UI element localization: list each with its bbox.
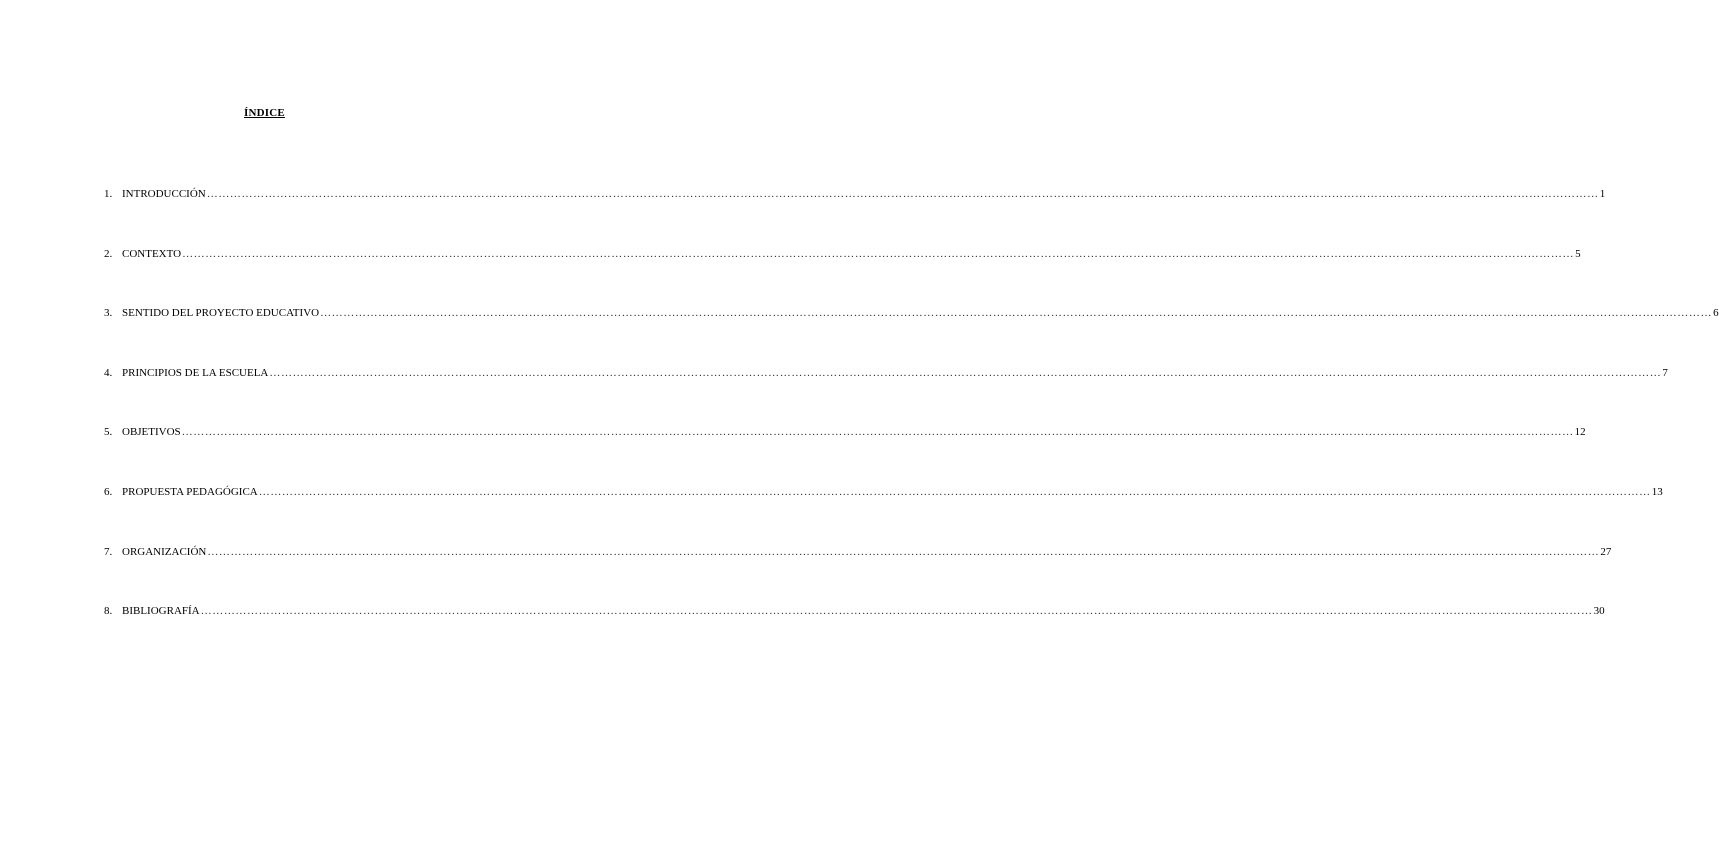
toc-entry <box>104 306 1719 366</box>
toc-entry-page: 7 <box>1662 366 1668 379</box>
toc-entry-label: PRINCIPIOS DE LA ESCUELA <box>122 366 269 379</box>
toc-entry <box>104 604 1605 664</box>
toc-entry <box>104 247 1581 307</box>
toc-dot-leader: ……………………………………………………………………………………………………………………………………………………………………………………………………………………………………………………………………………………………………………………………… <box>182 247 1575 260</box>
toc-entry-number: 7. <box>104 545 113 558</box>
toc-entry-label: PROPUESTA PEDAGÓGICA <box>122 485 258 498</box>
toc-dot-leader: ……………………………………………………………………………………………………………………………………………………………………………………………………………………………………………………………………………………………………………………………… <box>258 485 1651 498</box>
toc-entry-page: 5 <box>1575 247 1581 260</box>
toc-dot-leader: ……………………………………………………………………………………………………………………………………………………………………………………………………………………………………………………………………………………………………………………………… <box>200 605 1593 618</box>
toc-entry <box>104 545 1612 605</box>
toc-entry-number: 4. <box>104 366 113 379</box>
toc-dot-leader: ……………………………………………………………………………………………………………………………………………………………………………………………………………………………………………………………………………………………………………………………… <box>207 545 1600 558</box>
toc-dot-leader: ……………………………………………………………………………………………………………………………………………………………………………………………………………………………………………………………………………………………………………………………… <box>206 188 1599 200</box>
toc-entry-page: 13 <box>1651 485 1663 498</box>
toc-entry-number: 1. <box>104 188 113 200</box>
toc-entry-number: 5. <box>104 426 113 439</box>
toc-entry-label: CONTEXTO <box>122 247 182 260</box>
toc-dot-leader: ……………………………………………………………………………………………………………………………………………………………………………………………………………………………………………………………………………………………………………………………… <box>181 426 1574 439</box>
toc-title: ÍNDICE <box>244 107 285 119</box>
toc-entry-label: OBJETIVOS <box>122 426 181 439</box>
toc-list <box>104 187 1719 664</box>
toc-entry-page: 6 <box>1713 307 1719 320</box>
toc-entry-number: 3. <box>104 307 113 320</box>
toc-entry <box>104 485 1663 545</box>
toc-entry-page: 30 <box>1593 605 1605 618</box>
toc-entry-number: 6. <box>104 485 113 498</box>
toc-dot-leader: ……………………………………………………………………………………………………………………………………………………………………………………………………………………………………………………………………………………………………………………………… <box>320 307 1713 320</box>
toc-entry <box>104 425 1586 485</box>
toc-entry-label: INTRODUCCIÓN <box>122 188 206 200</box>
toc-entry-number: 8. <box>104 605 113 618</box>
toc-entry-label: BIBLIOGRAFÍA <box>122 605 200 618</box>
toc-entry-page: 27 <box>1600 545 1612 558</box>
toc-entry <box>104 366 1668 426</box>
toc-entry-number: 2. <box>104 247 113 260</box>
toc-dot-leader: ……………………………………………………………………………………………………………………………………………………………………………………………………………………………………………………………………………………………………………………………… <box>269 366 1662 379</box>
toc-entry-page: 12 <box>1574 426 1586 439</box>
toc-entry <box>104 187 1606 247</box>
toc-entry-page: 1 <box>1599 188 1606 200</box>
toc-entry-label: SENTIDO DEL PROYECTO EDUCATIVO <box>122 307 320 320</box>
toc-entry-label: ORGANIZACIÓN <box>122 545 207 558</box>
